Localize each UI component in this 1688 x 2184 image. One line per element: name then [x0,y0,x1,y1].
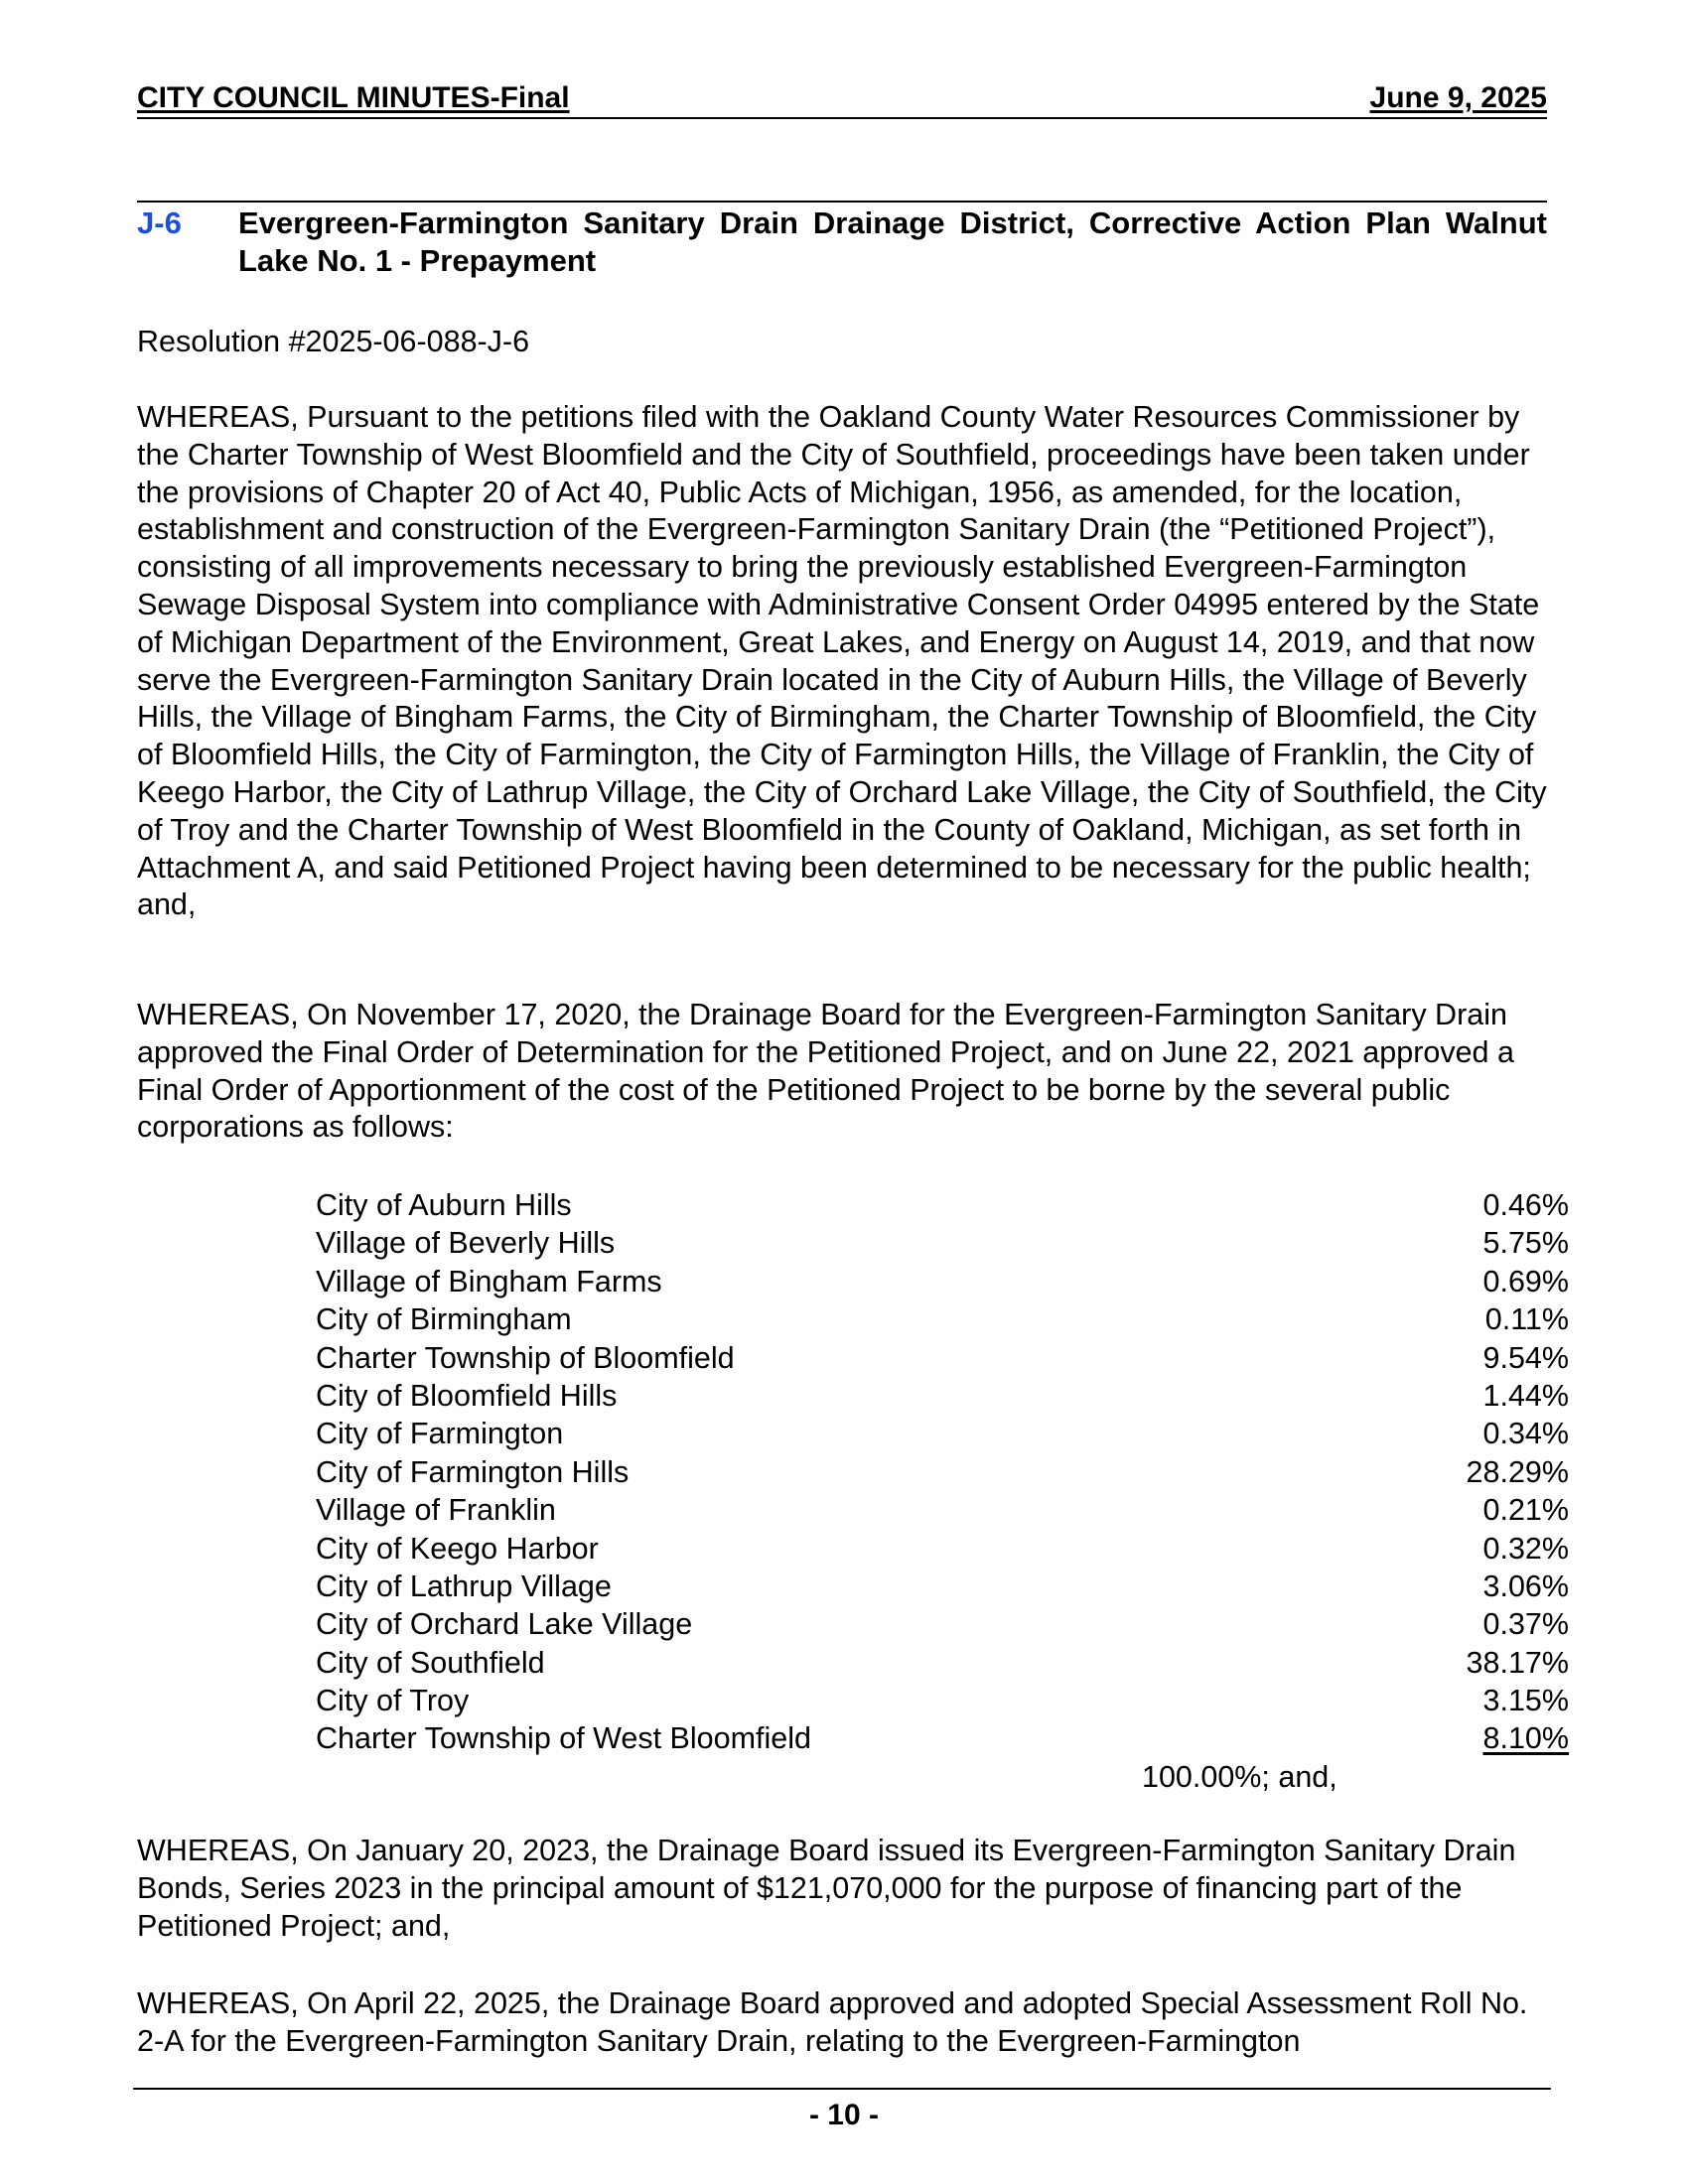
table-row [316,1186,1569,1224]
municipality-name: Charter Township of Bloomfield [316,1340,735,1375]
footer-divider [133,2088,1551,2090]
municipality-name: City of Troy [316,1684,470,1718]
table-row [316,1568,1569,1605]
municipality-percentage: 0.37% [1482,1607,1569,1642]
total-row [316,1758,1358,1796]
municipality-name: Village of Beverly Hills [316,1226,616,1261]
table-row [316,1453,1569,1491]
municipality-name: City of Lathrup Village [316,1569,612,1603]
municipality-name: City of Birmingham [316,1302,572,1337]
whereas-paragraph-4: WHEREAS, On April 22, 2025, the Drainage Board approved and adopted Special Assessment Roll No. 2-A for the Evergreen-Farmington Sanitary Drain, relating to the Evergreen-Farmington [137,1986,1528,2058]
municipality-percentage: 0.21% [1482,1493,1569,1528]
municipality-percentage: 0.11% [1484,1302,1569,1337]
municipality-percentage: 0.46% [1482,1188,1569,1222]
municipality-name: City of Orchard Lake Village [316,1607,693,1642]
municipality-percentage: 28.29% [1466,1454,1569,1489]
municipality-percentage: 9.54% [1482,1340,1569,1375]
table-row [316,1719,1569,1757]
table-row [316,1224,1569,1262]
table-row [316,1415,1569,1452]
table-row [316,1339,1569,1377]
municipality-name: Village of Bingham Farms [316,1264,662,1298]
whereas-paragraph-3: WHEREAS, On January 20, 2023, the Drainage Board issued its Evergreen-Farmington Sanitary Drain Bonds, Series 2023 in the principal amount of $121,070,000 for the purpose of financing part of the Petitioned Project; and, [137,1834,1516,1943]
table-row [316,1530,1569,1568]
table-row [316,1682,1569,1719]
table-row [316,1263,1569,1300]
municipality-name: City of Auburn Hills [316,1188,572,1222]
header-divider [137,117,1547,119]
whereas-paragraph-1: WHEREAS, Pursuant to the petitions filed with the Oakland County Water Resources Commissioner by the Charter Township of West Bloomfield and the City of Southfield, proceedings have been taken under the provisions of Chapter 20 of Act 40, Public Acts of Michigan, 1956, as amended, for the location, establishment and construction of the Evergreen-Farmington Sanitary Drain (the “Petitioned Project”), consisting of all improvements necessary to bring the previously established Evergreen-Farmington Sewage Disposal System into compliance with Administrative Consent Order 04995 entered by the State of Michigan Department of the Environment, Great Lakes, and Energy on August 14, 2019, and that now serve the Evergreen-Farmington Sanitary Drain located in the City of Auburn Hills, the Village of Beverly Hills, the Village of Bingham Farms, the City of Birmingham, the Charter Township of Bloomfield, the City of Bloomfield Hills, the City of Farmington, the City of Farmington Hills, the Village of Franklin, the City of Keego Harbor, the City of Lathrup Village, the City of Orchard Lake Village, the City of Southfield, the City of Troy and the Charter Township of West Bloomfield in the County of Oakland, Michigan, as set forth in Attachment A, and said Petitioned Project having been determined to be necessary for the public health; and, [137,400,1547,922]
municipality-name: Charter Township of West Bloomfield [316,1721,811,1756]
municipality-percentage: 0.32% [1482,1531,1569,1566]
document-date: June 9, 2025 [1369,81,1547,114]
municipality-percentage: 8.10% [1482,1721,1569,1756]
table-row [316,1491,1569,1529]
agenda-item-title: Evergreen-Farmington Sanitary Drain Drainage District, Corrective Action Plan Walnut Lake No. 1 - Prepayment [238,205,1547,278]
municipality-percentage: 1.44% [1482,1378,1569,1413]
municipality-percentage: 0.34% [1482,1417,1569,1451]
table-row [316,1300,1569,1338]
apportionment-table [316,1186,1569,1796]
municipality-name: City of Farmington [316,1417,564,1451]
municipality-name: Village of Franklin [316,1493,556,1528]
municipality-name: City of Farmington Hills [316,1454,630,1489]
table-row [316,1377,1569,1415]
municipality-name: City of Keego Harbor [316,1531,599,1566]
municipality-percentage: 38.17% [1466,1645,1569,1680]
municipality-name: City of Bloomfield Hills [316,1378,618,1413]
page-header [137,79,1547,117]
resolution-number: Resolution #2025-06-088-J-6 [137,325,530,358]
item-divider [137,201,1547,203]
municipality-percentage: 5.75% [1482,1226,1569,1261]
municipality-percentage: 0.69% [1482,1264,1569,1298]
agenda-item-number: J-6 [137,205,182,240]
municipality-percentage: 3.06% [1482,1569,1569,1603]
page-number: - 10 - [808,2099,880,2131]
whereas-paragraph-2: WHEREAS, On November 17, 2020, the Drainage Board for the Evergreen-Farmington Sanitary Drain approved the Final Order of Determination for the Petitioned Project, and on June 22, 2021 approved a Final Order of Apportionment of the cost of the Petitioned Project to be borne by the several public corporations as follows: [137,998,1514,1145]
document-title: CITY COUNCIL MINUTES-Final [137,81,570,114]
table-row [316,1605,1569,1643]
municipality-name: City of Southfield [316,1645,545,1680]
total-percentage: 100.00%; and, [1142,1759,1337,1794]
table-row [316,1644,1569,1682]
municipality-percentage: 3.15% [1482,1684,1569,1718]
